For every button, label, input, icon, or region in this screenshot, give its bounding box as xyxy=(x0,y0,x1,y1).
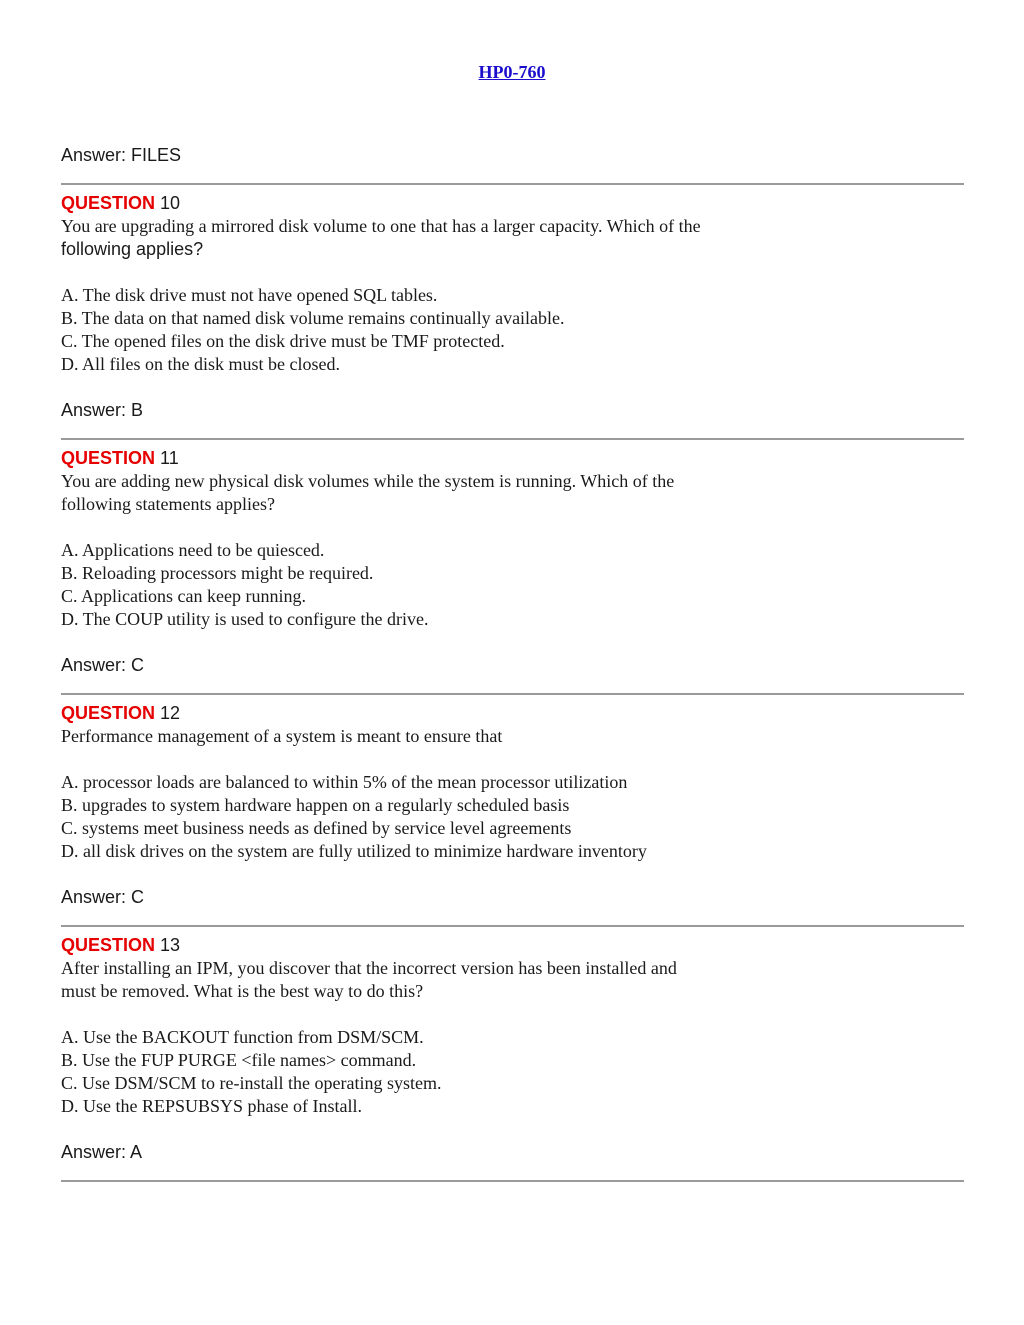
option-c: C. Applications can keep running. xyxy=(61,586,306,606)
question-answer: Answer: B xyxy=(61,400,144,420)
question-heading xyxy=(61,192,964,215)
question-label: QUESTION xyxy=(61,448,156,468)
question-block xyxy=(61,192,964,421)
divider xyxy=(61,693,964,695)
divider xyxy=(61,438,964,440)
option-c: C. Use DSM/SCM to re-install the operating system. xyxy=(61,1073,442,1093)
answer-options xyxy=(61,771,964,863)
question-text xyxy=(61,957,821,1003)
option-c: C. systems meet business needs as defined by service level agreements xyxy=(61,818,572,838)
question-answer: Answer: A xyxy=(61,1142,143,1162)
option-b: B. The data on that named disk volume remains continually available. xyxy=(61,308,565,328)
divider xyxy=(61,1180,964,1182)
question-text xyxy=(61,470,821,516)
question-answer: Answer: C xyxy=(61,655,145,675)
previous-answer: Answer: FILES xyxy=(61,145,182,165)
option-b: B. Use the FUP PURGE <file names> command. xyxy=(61,1050,417,1070)
question-block xyxy=(61,447,964,676)
question-text-line: must be removed. What is the best way to do this? xyxy=(61,981,424,1001)
option-c: C. The opened files on the disk drive must be TMF protected. xyxy=(61,331,505,351)
question-label: QUESTION xyxy=(61,703,156,723)
header-title-link[interactable]: HP0-760 xyxy=(478,62,546,82)
question-number: 13 xyxy=(160,935,181,955)
answer-options xyxy=(61,284,964,376)
option-d: D. all disk drives on the system are fully utilized to minimize hardware inventory xyxy=(61,841,647,861)
question-text-line: Performance management of a system is meant to ensure that xyxy=(61,726,503,746)
document-content xyxy=(61,144,964,1189)
question-answer: Answer: C xyxy=(61,887,145,907)
question-text-line: You are adding new physical disk volumes while the system is running. Which of the xyxy=(61,471,675,491)
question-heading xyxy=(61,702,964,725)
question-number: 10 xyxy=(160,193,181,213)
option-d: D. Use the REPSUBSYS phase of Install. xyxy=(61,1096,362,1116)
question-label: QUESTION xyxy=(61,193,156,213)
answer-options xyxy=(61,539,964,631)
option-a: A. Applications need to be quiesced. xyxy=(61,540,325,560)
option-a: A. The disk drive must not have opened SQL tables. xyxy=(61,285,438,305)
question-text xyxy=(61,725,821,748)
question-text-line: You are upgrading a mirrored disk volume to one that has a larger capacity. Which of the xyxy=(61,216,701,236)
option-b: B. Reloading processors might be required. xyxy=(61,563,374,583)
divider xyxy=(61,183,964,185)
question-text-line: following applies? xyxy=(61,239,204,259)
question-number: 12 xyxy=(160,703,181,723)
question-number: 11 xyxy=(160,448,179,468)
divider xyxy=(61,925,964,927)
option-a: A. processor loads are balanced to within 5% of the mean processor utilization xyxy=(61,772,628,792)
option-d: D. All files on the disk must be closed. xyxy=(61,354,340,374)
question-block xyxy=(61,934,964,1163)
question-text-line: After installing an IPM, you discover that the incorrect version has been installed and xyxy=(61,958,677,978)
question-text-line: following statements applies? xyxy=(61,494,275,514)
answer-options xyxy=(61,1026,964,1118)
question-text xyxy=(61,215,821,261)
question-heading xyxy=(61,447,964,470)
question-label: QUESTION xyxy=(61,935,156,955)
option-d: D. The COUP utility is used to configure the drive. xyxy=(61,609,429,629)
option-a: A. Use the BACKOUT function from DSM/SCM. xyxy=(61,1027,424,1047)
question-block xyxy=(61,702,964,908)
option-b: B. upgrades to system hardware happen on a regularly scheduled basis xyxy=(61,795,570,815)
question-heading xyxy=(61,934,964,957)
